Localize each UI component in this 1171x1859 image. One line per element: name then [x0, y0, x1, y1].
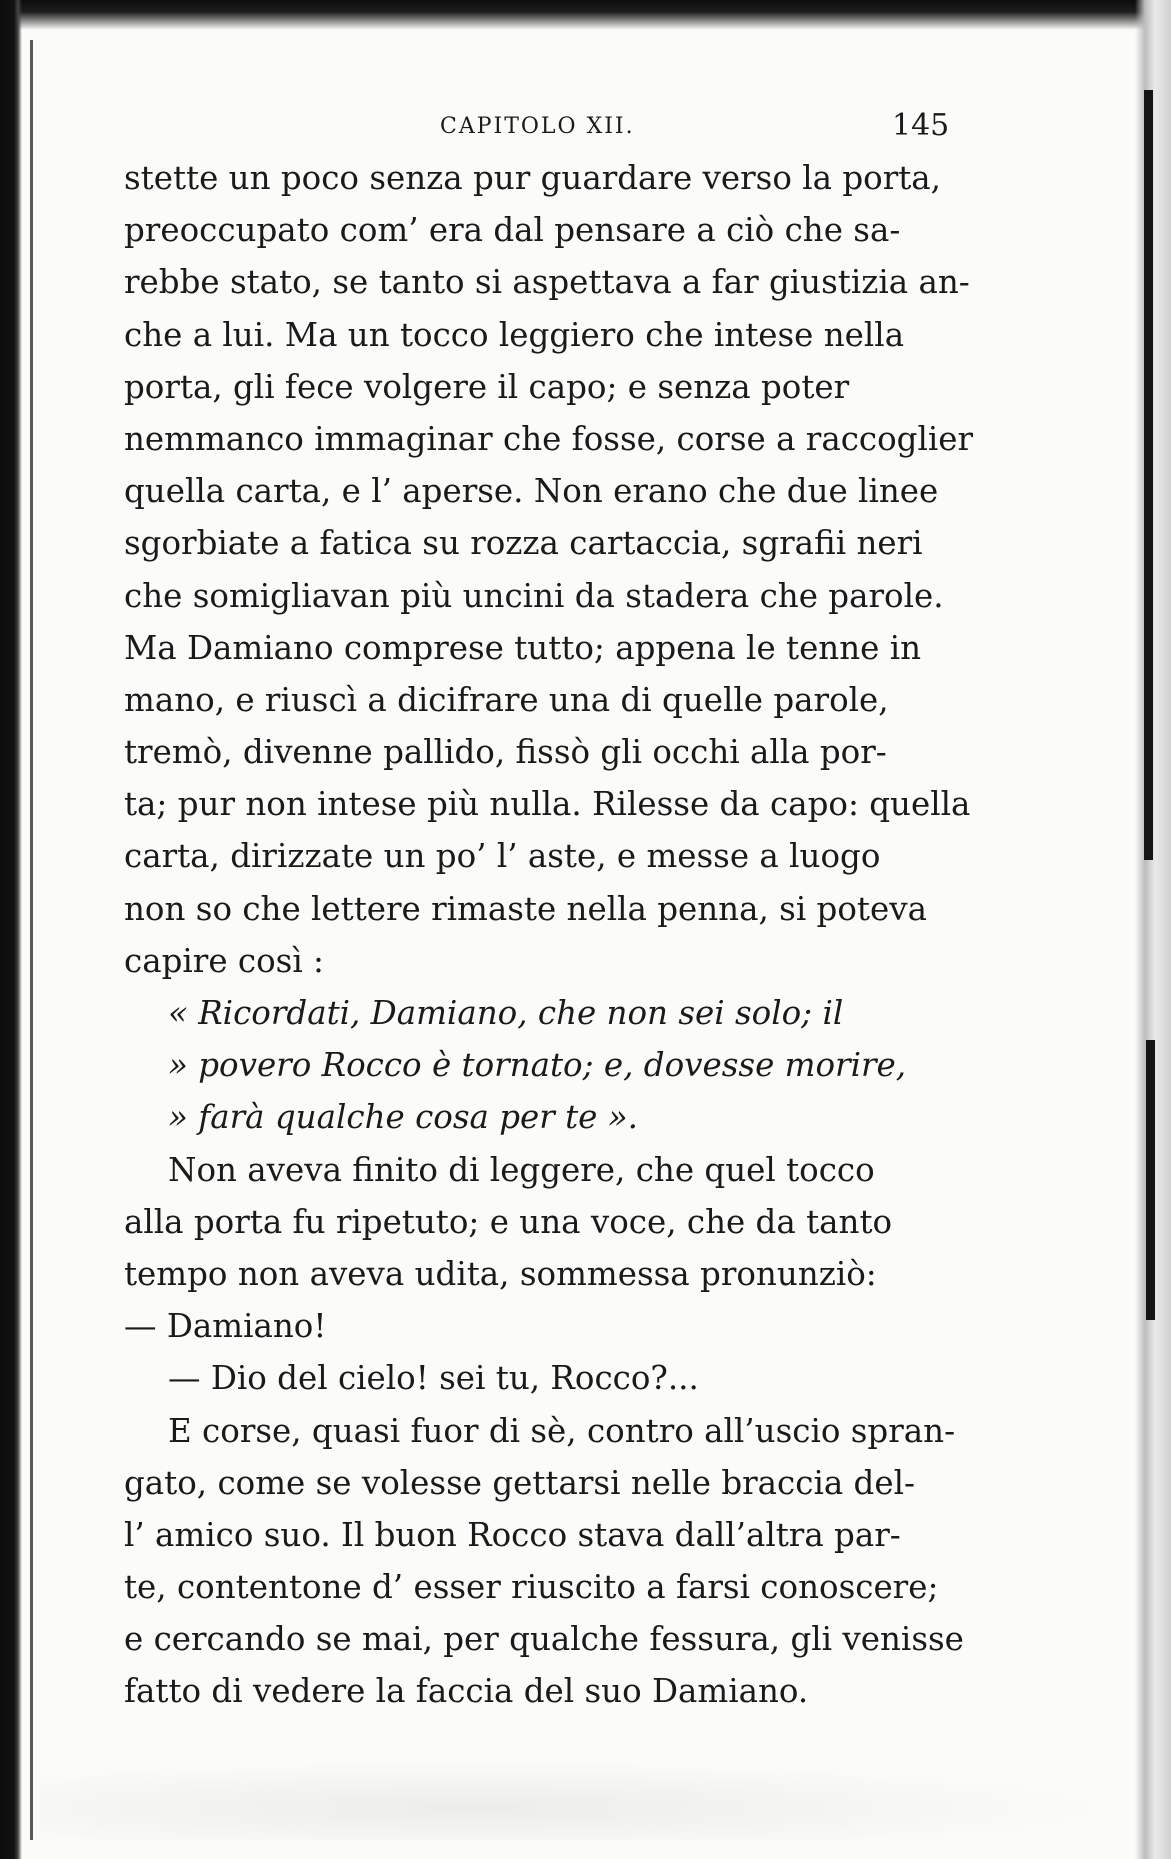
- dialogue-line: — Dio del cielo! sei tu, Rocco?...: [168, 1359, 699, 1398]
- text-line: preoccupato com’ era dal pensare a ciò che sa-: [124, 211, 901, 250]
- text-line: sgorbiate a fatica su rozza cartaccia, sgrafii neri: [124, 524, 923, 563]
- text-line: ta; pur non intese più nulla. Rilesse da capo: quella: [124, 785, 971, 824]
- binding-mark-upper: [1144, 90, 1153, 860]
- text-line: carta, dirizzate un po’ l’ aste, e messe a luogo: [124, 837, 881, 876]
- binding-mark-lower: [1146, 1040, 1155, 1320]
- text-line: Non aveva finito di leggere, che quel tocco: [168, 1150, 875, 1189]
- scan-top-edge: [0, 0, 1171, 30]
- text-line: stette un poco senza pur guardare verso la porta,: [124, 159, 942, 197]
- body-text: [124, 152, 1024, 1718]
- text-line: e cercando se mai, per qualche fessura, gli venisse: [124, 1620, 964, 1659]
- text-line: Ma Damiano comprese tutto; appena le tenne in: [124, 628, 922, 667]
- text-line: tremò, divenne pallido, fissò gli occhi alla por-: [124, 733, 887, 772]
- text-line: mano, e riuscì a dicifrare una di quelle parole,: [124, 680, 889, 719]
- text-line: tempo non aveva udita, sommessa pronunziò:: [124, 1254, 877, 1293]
- text-line: capire così :: [124, 941, 324, 980]
- running-header: [120, 108, 960, 148]
- scan-left-edge: [0, 0, 22, 1859]
- text-line: porta, gli fece volgere il capo; e senza poter: [124, 367, 850, 406]
- quoted-note-line: « Ricordati, Damiano, che non sei solo; il: [168, 994, 844, 1032]
- text-line: che somigliavan più uncini da stadera che parole.: [124, 576, 944, 615]
- text-line: alla porta fu ripetuto; e una voce, che da tanto: [124, 1202, 893, 1241]
- quoted-note-line: » povero Rocco è tornato; e, dovesse morire,: [168, 1046, 907, 1085]
- chapter-title: CAPITOLO XII.: [440, 114, 635, 139]
- binding-shadow: [1135, 0, 1171, 1859]
- dialogue-line: — Damiano!: [124, 1307, 327, 1346]
- text-line: fatto di vedere la faccia del suo Damiano.: [124, 1672, 809, 1711]
- text-line: rebbe stato, se tanto si aspettava a far giustizia an-: [124, 263, 970, 302]
- paper-stain: [40, 1760, 1120, 1840]
- text-line: E corse, quasi fuor di sè, contro all’uscio spran-: [168, 1411, 956, 1450]
- text-line: che a lui. Ma un tocco leggiero che intese nella: [124, 315, 905, 354]
- text-line: te, contentone d’ esser riuscito a farsi conoscere;: [124, 1568, 939, 1607]
- page-number: 145: [892, 108, 950, 143]
- quoted-note-line: » farà qualche cosa per te ».: [168, 1098, 638, 1137]
- text-line: l’ amico suo. Il buon Rocco stava dall’altra par-: [124, 1515, 901, 1554]
- text-line: non so che lettere rimaste nella penna, si poteva: [124, 889, 927, 928]
- text-line: quella carta, e l’ aperse. Non erano che due linee: [124, 472, 939, 511]
- text-line: nemmanco immaginar che fosse, corse a raccoglier: [124, 419, 974, 458]
- page-left-border: [30, 40, 33, 1840]
- text-line: gato, come se volesse gettarsi nelle braccia del-: [124, 1463, 915, 1502]
